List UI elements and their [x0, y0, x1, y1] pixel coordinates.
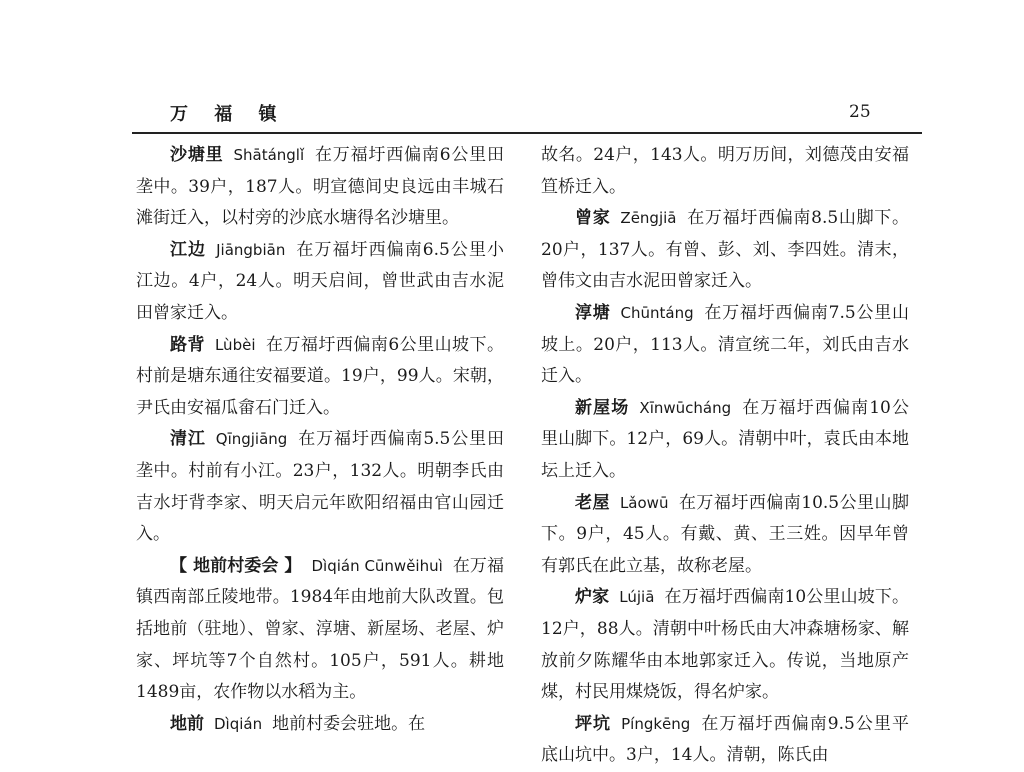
entry-pinyin: Lùbèi — [214, 335, 256, 354]
entry-name: 新屋场 — [575, 397, 630, 418]
entry-text: 在万福镇西南部丘陵地带。1984年由地前大队改置。包括地前（驻地）、曾家、淳塘、新屋场、老屋、炉家、坪坑等7个自然村。105户，591人。耕地1489亩，农作物以水稻为主。 — [136, 555, 504, 703]
entry-text: 在万福圩西偏南6.5公里小江边。4户，24人。明天启间，曾世武由吉水泥田曾家迁入。 — [136, 239, 504, 323]
entry-pinyin: Dìqián — [214, 714, 263, 733]
entry-name: 清江 — [170, 429, 206, 450]
entry-lujia — [541, 582, 909, 708]
entry-name: 【 地前村委会 】 — [170, 555, 302, 576]
entry-name: 江边 — [170, 239, 207, 260]
entry-name: 淳塘 — [575, 302, 611, 323]
entry-text: 在万福圩西偏南10公里山坡下。12户，88人。清朝中叶杨氏由大冲森塘杨家、解放前夕陈耀华由本地郭家迁入。传说，当地原产煤，村民用煤烧饭，得名炉家。 — [541, 587, 909, 703]
entry-diqian-village-committee — [136, 551, 504, 709]
entry-text: 在万福圩西偏南6公里山坡下。村前是塘东通往安福要道。19户，99人。宋朝，尹氏由安福瓜畲石门迁入。 — [136, 334, 505, 418]
entry-pinyin: Shātánglǐ — [233, 146, 305, 164]
entry-name: 沙塘里 — [170, 145, 224, 165]
page-header-title: 万 福 镇 — [170, 104, 287, 125]
entry-chuntang — [541, 298, 909, 393]
entry-pinyin: Zēngjiā — [620, 209, 677, 228]
entry-name: 路背 — [170, 334, 205, 355]
entry-pinyin: Qīngjiāng — [215, 430, 288, 449]
entry-name: 炉家 — [575, 587, 610, 608]
entry-shatangli — [136, 140, 504, 235]
entry-name: 老屋 — [575, 492, 610, 513]
entry-name: 曾家 — [575, 208, 611, 229]
entry-diqian — [136, 709, 504, 741]
entry-pingkeng — [541, 709, 909, 772]
entry-pinyin: Píngkēng — [621, 714, 691, 733]
entry-pinyin: Lújiā — [619, 588, 655, 607]
entry-jiangbian — [136, 235, 504, 330]
header-rule — [132, 132, 922, 134]
entry-text: 在万福圩西偏南9.5公里平底山坑中。3户，14人。清朝，陈氏由 — [541, 713, 909, 766]
entry-lubei — [136, 330, 504, 425]
entry-xinwuchang — [541, 393, 909, 488]
entry-qingjiang — [136, 424, 504, 550]
page-number: 25 — [849, 102, 871, 122]
entry-text: 在万福圩西偏南10公里山脚下。12户，69人。清朝中叶，袁氏由本地坛上迁入。 — [541, 397, 909, 481]
entry-text: 在万福圩西偏南6公里田垄中。39户，187人。明宣德间史良远由丰城石滩街迁入，以村旁的沙底水塘得名沙塘里。 — [136, 145, 504, 229]
entry-pinyin: Xīnwūcháng — [639, 398, 732, 417]
entry-zengjia — [541, 203, 909, 298]
entry-name: 地前 — [170, 713, 204, 734]
entry-name: 坪坑 — [575, 713, 612, 734]
entry-text: 在万福圩西偏南7.5公里山坡上。20户，113人。清宣统二年，刘氏由吉水迁入。 — [541, 302, 909, 387]
entry-pinyin: Dìqián Cūnwěihuì — [311, 556, 443, 575]
entry-text: 在万福圩西偏南10.5公里山脚下。9户，45人。有戴、黄、王三姓。因早年曾有郭氏在此立基，故称老屋。 — [541, 492, 909, 576]
entry-continuation: 故名。24户，143人。明万历间，刘德茂由安福笪桥迁入。 — [541, 145, 909, 197]
right-column — [541, 140, 909, 772]
entry-pinyin: Lǎowū — [619, 493, 669, 512]
entry-pinyin: Chūntáng — [620, 303, 694, 322]
entry-text: 在万福圩西偏南5.5公里田垄中。村前有小江。23户，132人。明朝李氏由吉水圩背李家、明天启元年欧阳绍福由官山园迁入。 — [136, 429, 505, 545]
left-column — [136, 140, 504, 740]
entry-text: 在万福圩西偏南8.5山脚下。20户，137人。有曾、彭、刘、李四姓。清末，曾伟文由吉水泥田曾家迁入。 — [541, 208, 909, 292]
entry-pinyin: Jiāngbiān — [216, 240, 286, 259]
entry-text: 地前村委会驻地。在 — [272, 713, 426, 734]
entry-laowu — [541, 488, 909, 583]
